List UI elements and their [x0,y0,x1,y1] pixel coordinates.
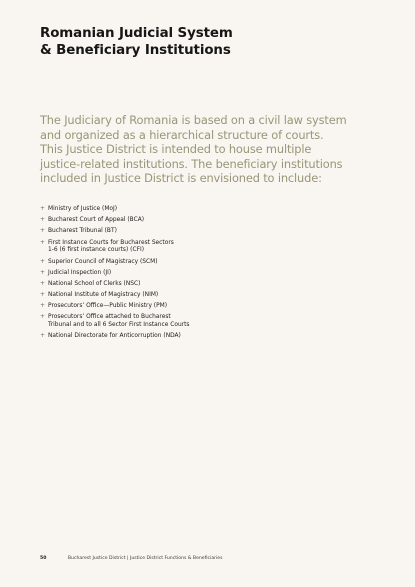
intro-line: and organized as a hierarchical structure of courts. [40,127,324,142]
intro-line: This Justice District is intended to house multiple [40,142,312,157]
beneficiary-institutions-list [40,206,340,345]
list-item-text: Judicial Inspection (JI) [48,269,112,276]
plus-bullet-icon: + [40,239,45,246]
list-item-text: Superior Council of Magistracy (SCM) [48,258,158,265]
list-item [40,240,340,256]
list-item [40,228,340,236]
list-item [40,314,340,330]
list-item-text: Bucharest Court of Appeal (BCA) [48,217,145,224]
list-item [40,206,340,214]
intro-line: justice-related institutions. The beneficiary institutions [40,156,343,171]
list-item-text: 1-6 (6 first instance courts) (CFI) [48,247,145,254]
footer-running-title: Bucharest Justice District | Justice District Functions & Beneficiaries [67,556,223,561]
list-item [40,270,340,278]
plus-bullet-icon: + [40,333,45,340]
page-number: 50 [40,556,47,561]
plus-bullet-icon: + [40,292,45,299]
list-item [40,303,340,311]
list-item-text: Tribunal and to all 6 Sector First Instance Courts [48,322,190,329]
intro-line: The Judiciary of Romania is based on a civil law system [40,113,347,127]
list-item-text: Bucharest Tribunal (BT) [48,228,117,235]
page-title-line-1: Romanian Judicial System [40,26,233,41]
list-item [40,217,340,225]
plus-bullet-icon: + [40,314,45,321]
plus-bullet-icon: + [40,303,45,310]
list-item-text: National School of Clerks (NSC) [48,280,141,287]
plus-bullet-icon: + [40,280,45,287]
list-item-text: Ministry of Justice (MoJ) [48,206,118,212]
page-title-line-2: & Beneficiary Institutions [40,43,231,58]
page-title [40,25,370,59]
page-footer [40,556,223,562]
plus-bullet-icon: + [40,258,45,265]
plus-bullet-icon: + [40,206,45,212]
list-item [40,281,340,289]
list-item-text: Prosecutors’ Office attached to Bucharest [48,314,171,321]
plus-bullet-icon: + [40,228,45,235]
plus-bullet-icon: + [40,269,45,276]
list-item [40,333,340,341]
list-item-text: National Institute of Magistracy (NIM) [48,292,159,299]
list-item [40,259,340,267]
list-item [40,292,340,300]
intro-line: included in Justice District is envisioned to include: [40,171,322,186]
list-item-text: First Instance Courts for Bucharest Sectors [48,239,174,246]
list-item-text: Prosecutors’ Office—Public Ministry (PM) [48,303,168,310]
list-item-text: National Directorate for Anticorruption (NDA) [48,333,181,340]
intro-paragraph [40,113,378,186]
plus-bullet-icon: + [40,217,45,224]
